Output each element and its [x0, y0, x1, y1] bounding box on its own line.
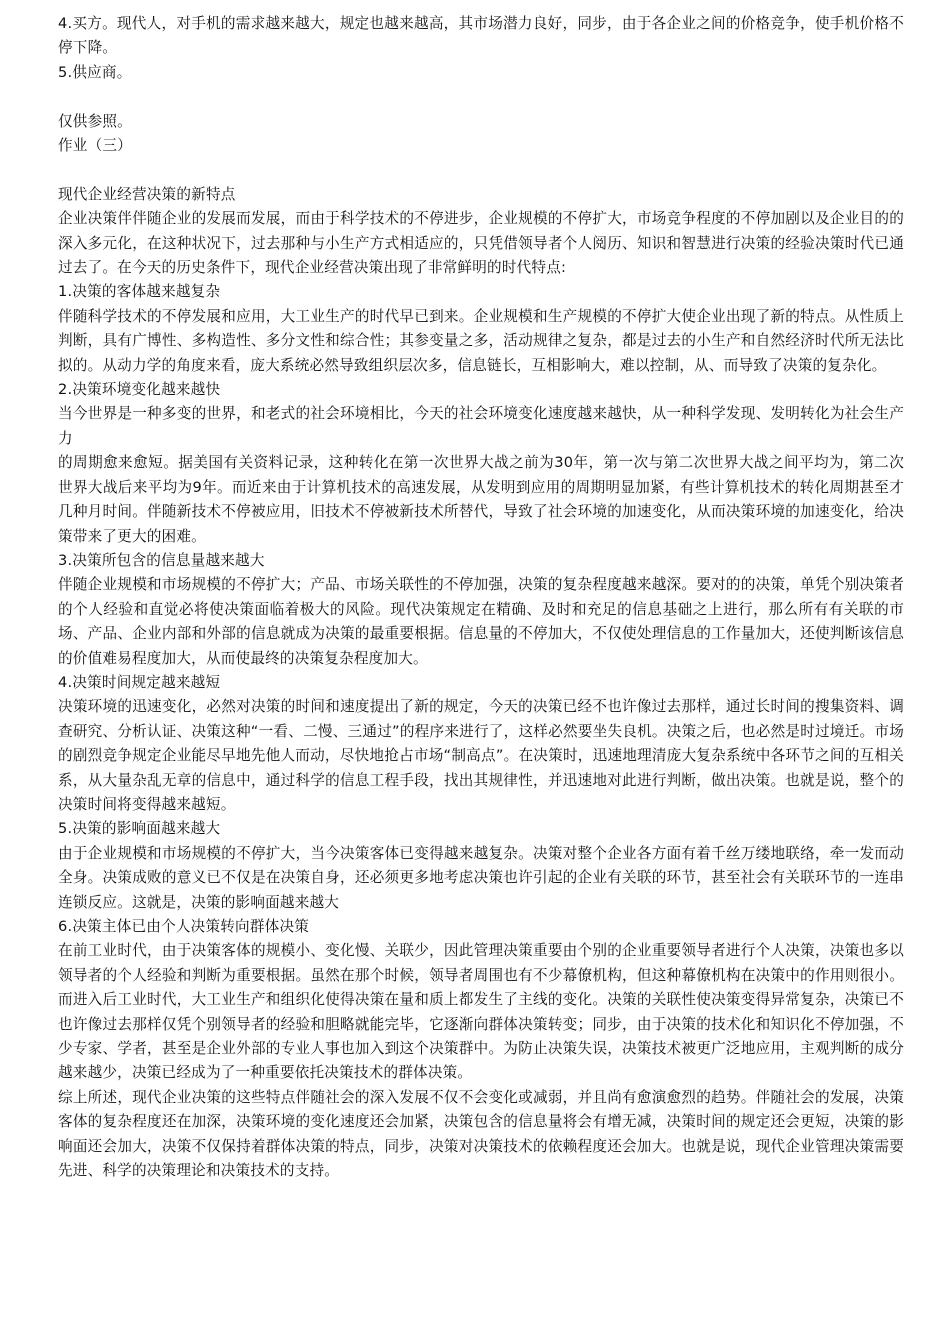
- paragraph-intro: 企业决策伴伴随企业的发展而发展，而由于科学技术的不停进步，企业规模的不停扩大，市场竞争程度的不停加剧以及企业目的的深入多元化，在这种状况下，过去那种与小生产方式相适应的，只凭借领导者个人阅历、知识和智慧进行决策的经验决策时代已通过去了。在今天的历史条件下，现代企业经营决策出现了非常鲜明的时代特点:: [58, 210, 904, 277]
- paragraph-point-2b: 的周期愈来愈短。据美国有关资料记录，这种转化在第一次世界大战之前为30年，第一次与第二次世界大战之间平均为，第二次世界大战后来平均为9年。而近来由于计算机技术的高速发展，从发明到应用的周期明显加紧，有些计算机技术的转化周期甚至才几种月时间。伴随新技术不停被应用，旧技术不停被新技术所替代，导致了社会环境的加速变化，从而决策环境的加速变化，给决策带来了更大的困难。: [58, 454, 904, 545]
- heading-point-2: 2.决策环境变化越来越快: [58, 381, 221, 399]
- paragraph-point-1: 伴随科学技术的不停发展和应用，大工业生产的时代早已到来。企业规模和生产规模的不停扩大使企业出现了新的特点。从性质上判断，具有广博性、多构造性、多分文性和综合性；其参变量之多，活动规律之复杂，都是过去的小生产和自然经济时代所无法比拟的。从动力学的角度来看，庞大系统必然导致组织层次多，信息链长，互相影响大，难以控制，从、而导致了决策的复杂化。: [58, 307, 904, 374]
- blank-line: [58, 85, 904, 109]
- paragraph-point-4: 决策环境的迅速变化，必然对决策的时间和速度提出了新的规定，今天的决策已经不也许像过去那样，通过长时间的搜集资料、调查研究、分析认证、决策这种“一看、二慢、三通过”的程序来进行了，这样必然要坐失良机。决策之后，也必然是时过境迁。市场的剧烈竞争规定企业能尽早地先他人而动，尽快地抢占市场“制高点”。在决策时，迅速地理清庞大复杂系统中各环节之间的互相关系，从大量杂乱无章的信息中，通过科学的信息工程手段，找出其规律性，并迅速地对此进行判断，做出决策。也就是说，整个的决策时间将变得越来越短。: [58, 698, 904, 813]
- blank-line: [58, 158, 904, 182]
- heading-point-6: 6.决策主体已由个人决策转向群体决策: [58, 918, 310, 935]
- paragraph-for-reference: 仅供参照。: [58, 112, 132, 130]
- heading-point-4: 4.决策时间规定越来越短: [58, 673, 221, 691]
- homework-heading: 作业（三）: [58, 137, 132, 155]
- paragraph-point-6: 在前工业时代，由于决策客体的规模小、变化慢、关联少，因此管理决策重要由个别的企业重要领导者进行个人决策，决策也多以领导者的个人经验和判断为重要根据。虽然在那个时候，领导者周围也有不少幕僚机构，但这种幕僚机构在决策中的作用则很小。而进入后工业时代，大工业生产和组织化使得决策在量和质上都发生了主线的变化。决策的关联性使决策变得异常复杂，决策已不也许像过去那样仅凭个别领导者的经验和胆略就能完毕，它逐渐向群体决策转变；同步，由于决策的技术化和知识化不停加强，不少专家、学者，甚至是企业外部的专业人事也加入到这个决策群中。为防止决策失误，决策技术被更广泛地应用，主观判断的成分越来越少，决策已经成为了一种重要依托决策技术的群体决策。: [58, 942, 904, 1082]
- heading-point-1: 1.决策的客体越来越复杂: [58, 283, 221, 301]
- paragraph-point-5: 由于企业规模和市场规模的不停扩大，当今决策客体已变得越来越复杂。决策对整个企业各方面有着千丝万缕地联络，牵一发而动全身。决策成败的意义已不仅是在决策自身，还必须更多地考虑决策也许引起的企业有关联的环节，甚至社会有关联环节的一连串连锁反应。这就是，决策的影响面越来越大: [58, 844, 904, 911]
- heading-point-3: 3.决策所包含的信息量越来越大: [58, 551, 265, 569]
- paragraph-buyer: 4.买方。现代人，对手机的需求越来越大，规定也越来越高，其市场潜力良好，同步，由于各企业之间的价格竞争，使手机价格不停下降。: [58, 15, 904, 57]
- paragraph-point-2a: 当今世界是一种多变的世界，和老式的社会环境相比，今天的社会环境变化速度越来越快，从一种科学发现、发明转化为社会生产力: [58, 405, 904, 447]
- paragraph-supplier: 5.供应商。: [58, 63, 132, 81]
- section-title: 现代企业经营决策的新特点: [58, 185, 236, 203]
- paragraph-summary: 综上所述，现代企业决策的这些特点伴随社会的深入发展不仅不会变化或减弱，并且尚有愈演愈烈的趋势。伴随社会的发展，决策客体的复杂程度还在加深，决策环境的变化速度还会加紧，决策包含的信息量将会有增无减，决策时间的规定还会更短，决策的影响面还会加大，决策不仅保持着群体决策的特点，同步，决策对决策技术的依赖程度还会加大。也就是说，现代企业管理决策需要先进、科学的决策理论和决策技术的支持。: [58, 1088, 904, 1180]
- paragraph-point-3: 伴随企业规模和市场规模的不停扩大；产品、市场关联性的不停加强，决策的复杂程度越来越深。要对的的决策，单凭个别决策者的个人经验和直觉必将使决策面临着极大的风险。现代决策规定在精确、及时和充足的信息基础之上进行，那么所有有关联的市场、产品、企业内部和外部的信息就成为决策的最重要根据。信息量的不停加大，不仅使处理信息的工作量加大，还使判断该信息的价值难易程度加大，从而使最终的决策复杂程度加大。: [58, 576, 904, 667]
- document-body: [58, 12, 904, 1183]
- heading-point-5: 5.决策的影响面越来越大: [58, 820, 221, 838]
